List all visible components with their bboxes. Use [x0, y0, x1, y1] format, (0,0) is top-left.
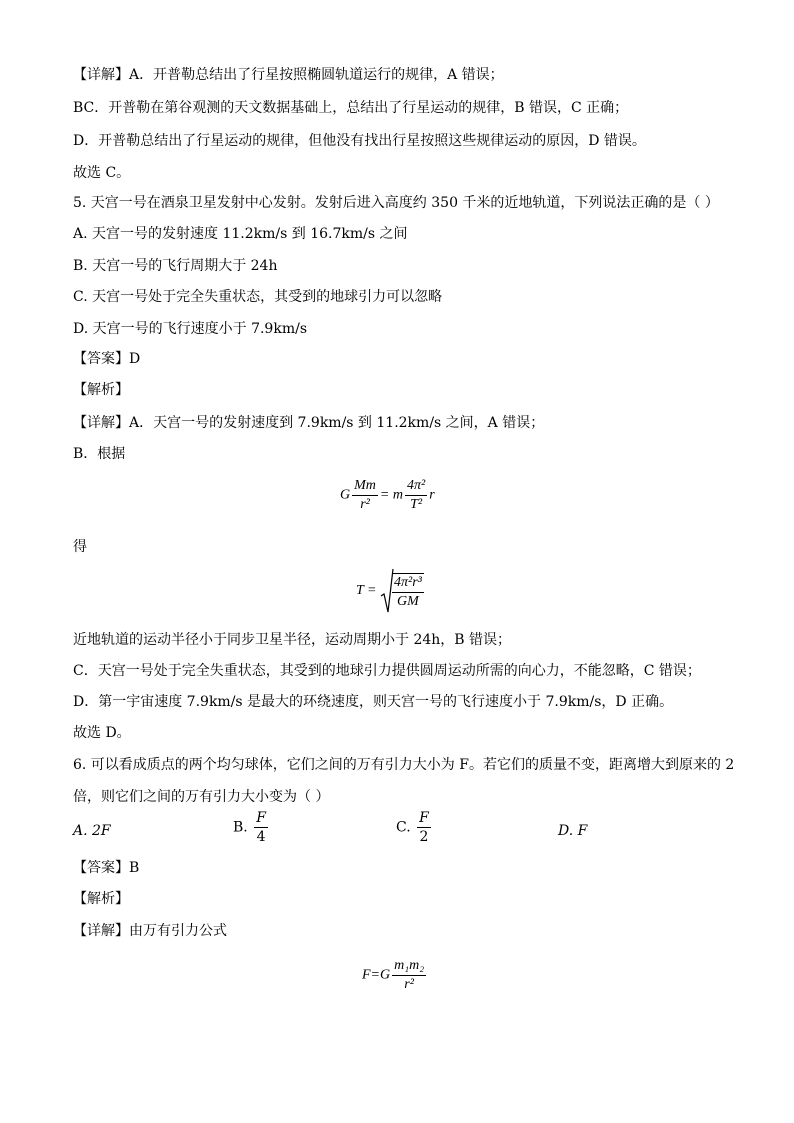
q6-option-b: [233, 810, 270, 845]
detail-5d: C．天宫一号处于完全失重状态，其受到的地球引力提供圆周运动所需的向心力，不能忽略，C 错误；: [73, 663, 701, 679]
eq1-g: G: [340, 487, 351, 503]
eq1-frac-left-den: r²: [360, 497, 370, 512]
detail-5f: 故选 D。: [73, 725, 131, 741]
detail-5e: D．第一宇宙速度 7.9km/s 是最大的环绕速度，则天宫一号的飞行速度小于 7.9km/s，D 正确。: [73, 694, 674, 710]
eq2-frac: [392, 573, 424, 610]
eq1-frac-right-num: 4π²: [405, 478, 427, 496]
q6-option-b-den: 4: [256, 829, 266, 845]
eq3-frac-den: r²: [404, 977, 414, 992]
answer-5: 【答案】D: [73, 351, 141, 367]
q5-option-b: B. 天宫一号的飞行周期大于 24h: [73, 258, 278, 274]
line-detail-bc: BC．开普勒在第谷观测的天文数据基础上，总结出了行星运动的规律，B 错误，C 正确；: [73, 100, 629, 116]
equation-gravity-period: [340, 478, 435, 513]
q6-option-d: D. F: [558, 823, 588, 839]
analysis-5: 【解析】: [73, 382, 129, 398]
q6-option-c-den: 2: [419, 829, 429, 845]
line-detail-a: 【详解】A．开普勒总结出了行星按照椭圆轨道运行的规律，A 错误；: [73, 67, 504, 83]
q6-option-b-num: F: [256, 810, 266, 826]
q5-option-a: A. 天宫一号的发射速度 11.2km/s 到 16.7km/s 之间: [73, 226, 408, 242]
eq1-frac-right: [405, 478, 427, 513]
eq3-frac: [392, 958, 426, 993]
q5-option-c: C. 天宫一号处于完全失重状态，其受到的地球引力可以忽略: [73, 289, 443, 305]
detail-6: 【详解】由万有引力公式: [73, 923, 227, 939]
q5-option-d: D. 天宫一号的飞行速度小于 7.9km/s: [73, 321, 308, 337]
eq1-frac-right-den: T²: [410, 497, 423, 512]
eq1-frac-left-num: Mm: [352, 478, 378, 496]
analysis-6: 【解析】: [73, 891, 129, 907]
eq2-frac-den: GM: [397, 593, 419, 609]
eq2-frac-num: 4π²r³: [392, 575, 424, 593]
question-5: 5. 天宫一号在酒泉卫星发射中心发射。发射后进入高度约 350 千米的近地轨道，下列说法正确的是（ ）: [73, 195, 719, 211]
question-6-line1: 6. 可以看成质点的两个均匀球体，它们之间的万有引力大小为 F。若它们的质量不变，距离增大到原来的 2: [73, 757, 735, 773]
detail-5b: B．根据: [73, 446, 126, 462]
q6-option-b-label: B.: [233, 819, 248, 836]
detail-de: 得: [73, 539, 87, 555]
equation-universal-gravitation: [362, 958, 428, 993]
q6-option-c-label: C.: [396, 819, 411, 836]
eq1-end: r: [429, 487, 435, 503]
line-choose-c: 故选 C。: [73, 165, 131, 181]
line-detail-d: D．开普勒总结出了行星运动的规律，但他没有找出行星按照这些规律运动的原因，D 错误。: [73, 133, 646, 149]
detail-5a: 【详解】A．天宫一号的发射速度到 7.9km/s 到 11.2km/s 之间，A 错误；: [73, 415, 545, 431]
eq1-mid: = m: [379, 487, 403, 503]
q6-option-b-frac: [254, 810, 268, 845]
equation-period: [356, 568, 426, 614]
eq3-frac-num: m₁m₂: [392, 958, 426, 976]
q6-option-c-frac: [417, 810, 431, 845]
q6-option-a: A. 2F: [73, 823, 111, 839]
answer-6: 【答案】B: [73, 860, 140, 876]
eq3-left: F=G: [362, 967, 391, 983]
question-6-line2: 倍，则它们之间的万有引力大小变为（ ）: [73, 789, 330, 805]
detail-5c: 近地轨道的运动半径小于同步卫星半径，运动周期小于 24h，B 错误；: [73, 632, 512, 648]
eq2-t: T =: [356, 583, 377, 598]
q6-option-c-num: F: [419, 810, 429, 826]
eq1-frac-left: [352, 478, 378, 513]
q6-option-c: [396, 810, 433, 845]
